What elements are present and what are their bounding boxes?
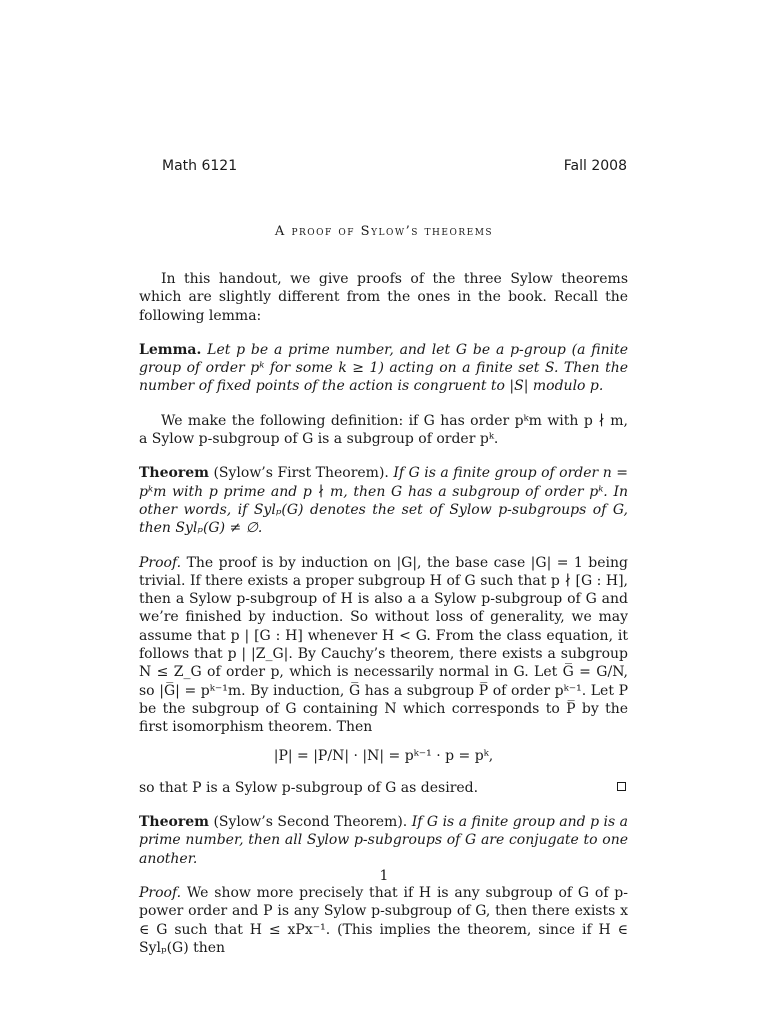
proof2-label: Proof.	[139, 885, 182, 902]
proof1-conclusion: so that P is a Sylow p-subgroup of G as desired.	[139, 779, 479, 796]
proof1-block	[139, 554, 628, 798]
qed-square-icon	[617, 782, 626, 791]
theorem1-block	[139, 464, 628, 537]
course-header: Math 6121	[162, 158, 238, 174]
proof2-block	[139, 884, 628, 957]
lemma-label: Lemma.	[139, 341, 202, 358]
theorem1-name: (Sylow’s First Theorem).	[213, 465, 389, 482]
proof1-text: The proof is by induction on |G|, the base case |G| = 1 being trivial. If there exists a proper subgroup H of G such that p ∤ [G : H], then a Sylow p-subgroup of H is also a a Sylow p-subgroup of G and we’re finished by induction. So without loss of generality, we may assume that p | [G : H] whenever H < G. From the class equation, it follows that p | |Z_G|. By Cauchy’s theorem, there exists a subgroup N ≤ Z_G of order p, which is necessarily normal in G. Let G̅ = G/N, so |G̅| = pᵏ⁻¹m. By induction, G̅ has a subgroup P̅ of order pᵏ⁻¹. Let P be the subgroup of G containing N which corresponds to P̅ by the first isomorphism theorem. Then	[139, 554, 628, 736]
definition-paragraph: We make the following definition: if G has order pᵏm with p ∤ m, a Sylow p-subgroup of G is a subgroup of order pᵏ.	[139, 412, 628, 448]
theorem1-text: If G is a finite group of order n = pᵏm with p prime and p ∤ m, then G has a subgroup of order pᵏ. In other words, if Sylₚ(G) denotes the set of Sylow p-subgroups of G, then Sylₚ(G) ≠ ∅.	[139, 465, 628, 537]
theorem2-block	[139, 813, 628, 868]
proof1-conclusion-row	[139, 779, 628, 797]
lemma-text: Let p be a prime number, and let G be a p-group (a finite group of order pᵏ for some k ≥ 1) acting on a finite set S. Then the number of fixed points of the action is congruent to |S| modulo p.	[139, 341, 629, 395]
proof1-label: Proof.	[139, 554, 182, 571]
intro-paragraph: In this handout, we give proofs of the three Sylow theorems which are slightly different from the ones in the book. Recall the following lemma:	[139, 271, 628, 324]
lemma-block	[139, 341, 628, 396]
page-number: 1	[379, 868, 389, 884]
theorem1-label: Theorem	[139, 465, 209, 482]
document-title: A proof of Sylow’s theorems	[274, 224, 494, 239]
theorem2-label: Theorem	[139, 814, 209, 831]
proof2-text: We show more precisely that if H is any subgroup of G of p-power order and P is any Sylow p-subgroup of G, then there exists x ∈ G such that H ≤ xPx⁻¹. (This implies the theorem, since if H ∈ Sylₚ(G) then	[139, 885, 628, 956]
proof1-display-equation: |P| = |P/N| · |N| = pᵏ⁻¹ · p = pᵏ,	[273, 747, 494, 764]
theorem2-text: If G is a finite group and p is a prime number, then all Sylow p-subgroups of G are conjugate to one another.	[139, 814, 629, 867]
theorem2-name: (Sylow’s Second Theorem).	[213, 814, 408, 831]
term-header: Fall 2008	[563, 158, 627, 174]
